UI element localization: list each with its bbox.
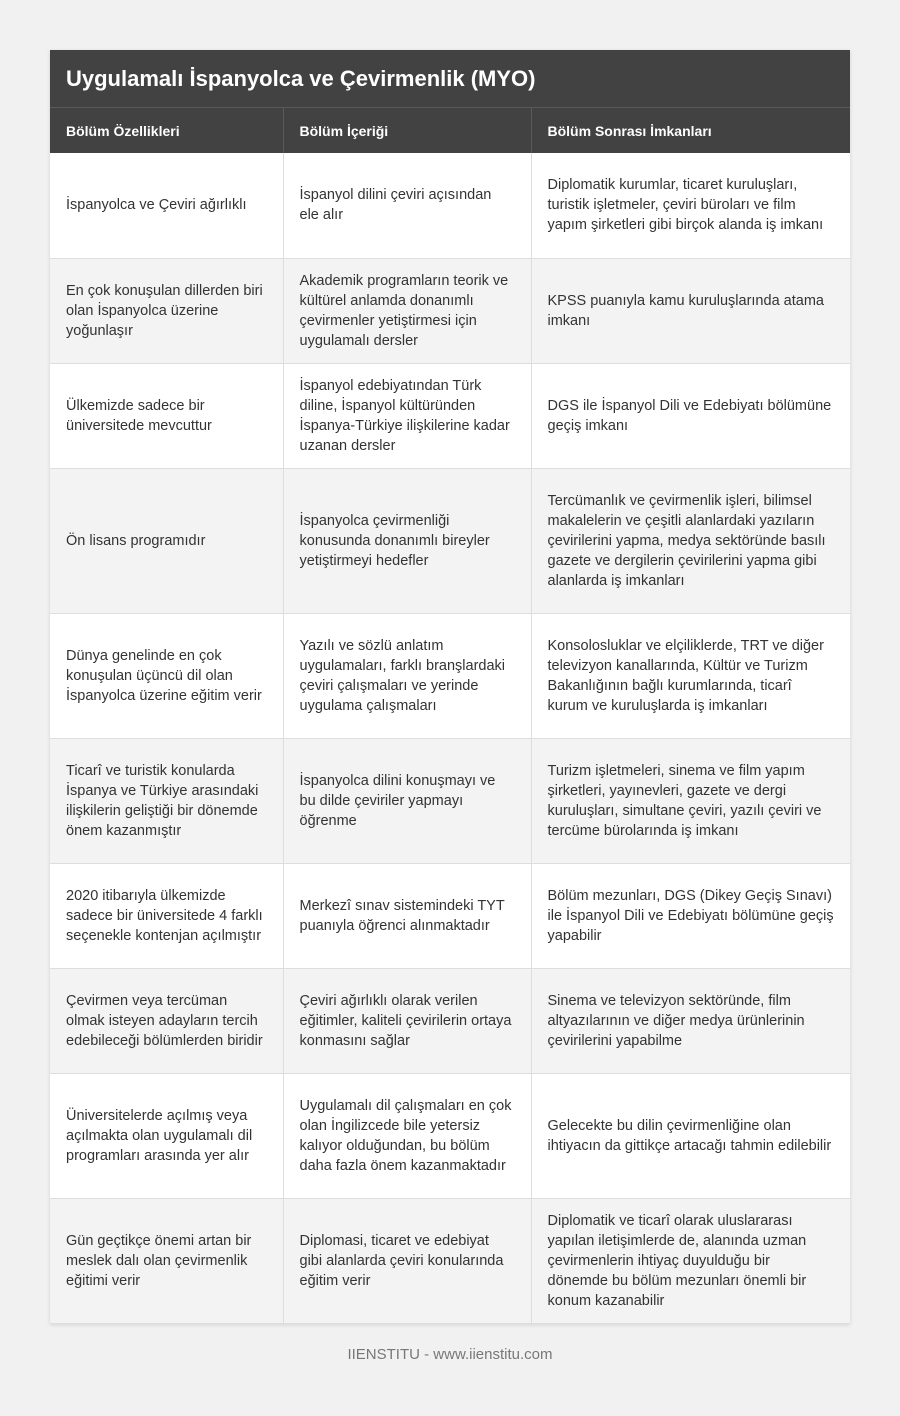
table-cell: 2020 itibarıyla ülkemizde sadece bir üniversitede 4 farklı seçenekle kontenjan açılmıştır: [50, 863, 283, 968]
table-cell: İspanyol edebiyatından Türk diline, İspanyol kültüründen İspanya-Türkiye ilişkilerine kadar uzanan dersler: [283, 363, 531, 468]
table-row: [50, 153, 850, 258]
table-cell: DGS ile İspanyol Dili ve Edebiyatı bölümüne geçiş imkanı: [531, 363, 850, 468]
table-cell: En çok konuşulan dillerden biri olan İspanyolca üzerine yoğunlaşır: [50, 258, 283, 363]
table-row: [50, 968, 850, 1073]
table-cell: Dünya genelinde en çok konuşulan üçüncü dil olan İspanyolca üzerine eğitim verir: [50, 613, 283, 738]
table-cell: Tercümanlık ve çevirmenlik işleri, bilimsel makalelerin ve çeşitli alanlardaki yazıların çevirilerini yapma, medya sektöründe basılı gazete ve dergilerin çevirilerini yapma gibi alanlarda iş imkanları: [531, 468, 850, 613]
table-row: [50, 863, 850, 968]
table-cell: Çevirmen veya tercüman olmak isteyen adayların tercih edebileceği bölümlerden biridir: [50, 968, 283, 1073]
table-row: [50, 613, 850, 738]
table-cell: Üniversitelerde açılmış veya açılmakta olan uygulamalı dil programları arasında yer alır: [50, 1073, 283, 1198]
table-cell: Diplomasi, ticaret ve edebiyat gibi alanlarda çeviri konularında eğitim verir: [283, 1198, 531, 1323]
table-cell: KPSS puanıyla kamu kuruluşlarında atama imkanı: [531, 258, 850, 363]
table-row: [50, 1073, 850, 1198]
table-cell: Çeviri ağırlıklı olarak verilen eğitimler, kaliteli çevirilerin ortaya konmasını sağlar: [283, 968, 531, 1073]
table-cell: İspanyol dilini çeviri açısından ele alır: [283, 153, 531, 258]
table-cell: Ticarî ve turistik konularda İspanya ve Türkiye arasındaki ilişkilerin geliştiği bir dönemde önem kazanmıştır: [50, 738, 283, 863]
table-cell: Turizm işletmeleri, sinema ve film yapım şirketleri, yayınevleri, gazete ve dergi kuruluşları, simultane çeviri, yazılı çeviri ve tercüme bürolarında iş imkanı: [531, 738, 850, 863]
table-cell: İspanyolca dilini konuşmayı ve bu dilde çeviriler yapmayı öğrenme: [283, 738, 531, 863]
table-row: [50, 363, 850, 468]
column-header-features: Bölüm Özellikleri: [50, 108, 283, 153]
table-cell: Ön lisans programıdır: [50, 468, 283, 613]
table-row: [50, 258, 850, 363]
table-cell: Gün geçtikçe önemi artan bir meslek dalı olan çevirmenlik eğitimi verir: [50, 1198, 283, 1323]
table-cell: İspanyolca çevirmenliği konusunda donanımlı bireyler yetiştirmeyi hedefler: [283, 468, 531, 613]
table-cell: Yazılı ve sözlü anlatım uygulamaları, farklı branşlardaki çeviri çalışmaları ve yerinde uygulama çalışmaları: [283, 613, 531, 738]
info-card: [50, 50, 850, 1324]
data-table: [50, 108, 850, 1324]
table-cell: Uygulamalı dil çalışmaları en çok olan İngilizcede bile yetersiz kalıyor olduğundan, bu bölüm daha fazla önem kazanmaktadır: [283, 1073, 531, 1198]
table-cell: Diplomatik kurumlar, ticaret kuruluşları, turistik işletmeler, çeviri büroları ve film yapım şirketleri gibi birçok alanda iş imkanı: [531, 153, 850, 258]
table-cell: Gelecekte bu dilin çevirmenliğine olan ihtiyacın da gittikçe artacağı tahmin edilebilir: [531, 1073, 850, 1198]
table-row: [50, 1198, 850, 1323]
table-cell: Akademik programların teorik ve kültürel anlamda donanımlı çevirmenler yetiştirmesi için uygulamalı dersler: [283, 258, 531, 363]
column-header-content: Bölüm İçeriği: [283, 108, 531, 153]
table-cell: Merkezî sınav sistemindeki TYT puanıyla öğrenci alınmaktadır: [283, 863, 531, 968]
table-cell: Ülkemizde sadece bir üniversitede mevcuttur: [50, 363, 283, 468]
header-row: [50, 108, 850, 153]
table-title: Uygulamalı İspanyolca ve Çevirmenlik (MYO): [50, 50, 850, 108]
table-row: [50, 468, 850, 613]
table-cell: Bölüm mezunları, DGS (Dikey Geçiş Sınavı) ile İspanyol Dili ve Edebiyatı bölümüne geçiş yapabilir: [531, 863, 850, 968]
table-cell: Konsolosluklar ve elçiliklerde, TRT ve diğer televizyon kanallarında, Kültür ve Turizm Bakanlığının bağlı kurumlarında, ticarî kurum ve kuruluşlarda iş imkanları: [531, 613, 850, 738]
table-row: [50, 738, 850, 863]
footer-credit: IIENSTITU - www.iienstitu.com: [347, 1346, 553, 1363]
table-cell: Sinema ve televizyon sektöründe, film altyazılarının ve diğer medya ürünlerinin çevirilerini yapabilme: [531, 968, 850, 1073]
table-cell: İspanyolca ve Çeviri ağırlıklı: [50, 153, 283, 258]
table-cell: Diplomatik ve ticarî olarak uluslararası yapılan iletişimlerde de, alanında uzman çevirmenlerin ihtiyaç duyulduğu bir dönemde bu bölüm mezunları önemli bir konum kazanabilir: [531, 1198, 850, 1323]
column-header-opportunities: Bölüm Sonrası İmkanları: [531, 108, 850, 153]
